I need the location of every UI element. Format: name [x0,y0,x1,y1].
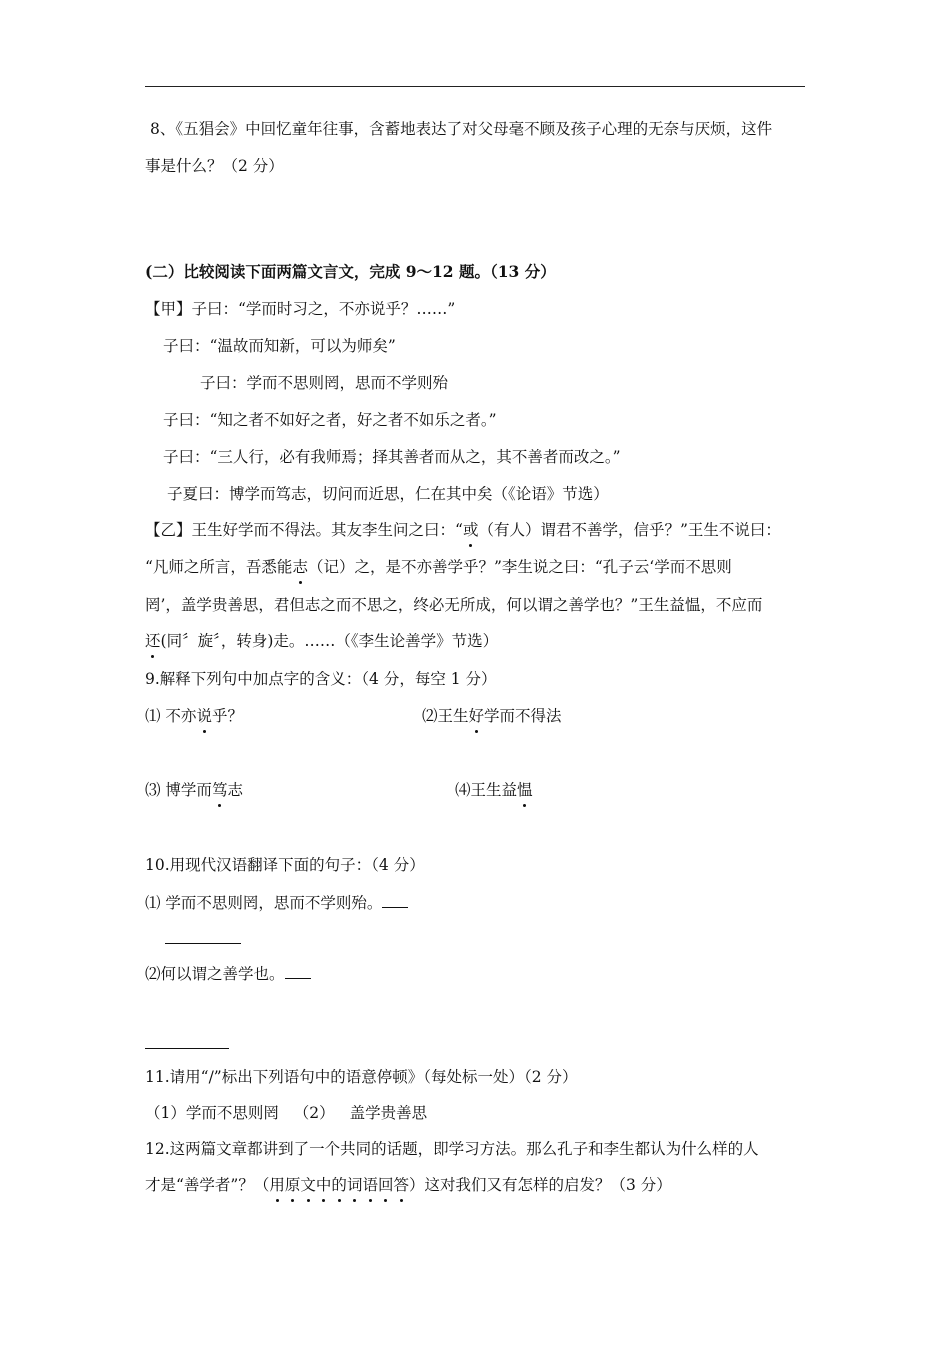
jia-line4: 子曰：“知之者不如好之者，好之者不如乐之者。” [163,411,497,429]
emphasis-char: 还 [145,632,161,650]
jia-line1: 【甲】子曰：“学而时习之，不亦说乎？……” [145,300,456,318]
yi-line1 [145,519,781,541]
answer-line[interactable] [145,1048,229,1049]
q9-item3 [145,779,243,801]
q10-item2 [145,963,311,985]
jia-line3: 子曰：学而不思则罔，思而不学则殆 [200,374,449,392]
q12-line2-a: 才是“善学者”？（ [145,1176,270,1194]
emphasis-char: 好 [468,707,485,725]
q8-line1: 8、《五猖会》中回忆童年往事，含蓄地表达了对父母毫不顾及孩子心理的无奈与厌烦，这件 [150,120,773,138]
q9-item1 [145,705,243,727]
q12-line1: 12.这两篇文章都讲到了一个共同的话题，即学习方法。那么孔子和李生都认为什么样的人 [145,1140,759,1158]
answer-line[interactable] [165,943,241,944]
yi-line2-text-a: “凡师之所言，吾悉能 [145,558,293,576]
emphasis-char: 用 [269,1176,285,1194]
q12-line2-b: ）这对我们又有怎样的启发？（3 分） [409,1176,672,1194]
emphasis-char: 语 [362,1176,378,1194]
emphasis-char: 志 [292,558,308,576]
q12-line2 [145,1174,672,1196]
q9-item2 [422,705,562,727]
emphasis-char: 中 [315,1176,332,1194]
yi-line4-text: (同〞旋〞，转身)走。……（《李生论善学》节选） [160,632,499,650]
q9-item1-b: 乎？ [211,707,243,725]
q9-item2-b: 学而不得法 [484,707,562,725]
answer-blank[interactable] [285,964,311,979]
emphasis-char: 的 [331,1176,347,1194]
jia-line5: 子曰：“三人行，必有我师焉；择其善者而从之，其不善者而改之。” [163,448,621,466]
q10-title: 10.用现代汉语翻译下面的句子：（4 分） [145,856,425,874]
yi-line2-text-b: （记）之，是不亦善学乎？”李生说之曰：“孔子云‘学而不思则 [307,558,732,576]
jia-line6: 子夏曰：博学而笃志，切问而近思，仁在其中矣（《论语》节选） [167,485,609,503]
emphasis-char: 词 [346,1176,363,1194]
yi-line2 [145,556,732,578]
emphasis-char: 回 [377,1176,394,1194]
emphasis-char: 原 [284,1176,301,1194]
q10-item1-text: ⑴ 学而不思则罔，思而不学则殆。 [145,894,383,912]
section-heading: (二）比较阅读下面两篇文言文，完成 9～12 题。（13 分） [145,262,556,281]
q9-item4-a: ⑷王生益 [455,781,518,799]
emphasis-char: 笃 [211,781,228,799]
header-rule [145,86,805,87]
q9-title: 9.解释下列句中加点字的含义：（4 分，每空 1 分） [145,670,497,688]
q11-title: 11.请用“/”标出下列语句中的语意停顿》（每处标一处）（2 分） [145,1068,578,1086]
emphasis-char: 或 [462,521,479,539]
yi-line1-text-b: （有人）谓君不善学，信乎？”王生不说曰： [478,521,781,539]
q9-item4 [455,779,533,801]
q9-item3-a: ⑶ 博学而 [145,781,212,799]
q11-items: （1）学而不思则罔 （2） 盖学贵善思 [145,1104,428,1122]
emphasis-char: 愠 [517,781,533,799]
emphasis-phrase [269,1176,409,1194]
q9-item3-b: 志 [227,781,243,799]
yi-line4 [145,630,498,652]
yi-line3: 罔’，盖学贵善思，君但志之而不思之，终必无所成，何以谓之善学也？”王生益愠，不应而 [145,596,763,614]
emphasis-char: 文 [300,1176,316,1194]
q8-line2: 事是什么？（2 分） [145,157,284,175]
q9-item2-a: ⑵王生 [422,707,469,725]
q10-item1 [145,892,408,914]
q9-item1-a: ⑴ 不亦 [145,707,197,725]
emphasis-char: 说 [196,707,212,725]
emphasis-char: 答 [393,1176,409,1194]
answer-blank[interactable] [382,893,408,908]
yi-line1-text-a: 【乙】王生好学而不得法。其友李生问之曰：“ [145,521,463,539]
q10-item2-text: ⑵何以谓之善学也。 [145,965,285,983]
jia-line2: 子曰：“温故而知新，可以为师矣” [163,337,396,355]
